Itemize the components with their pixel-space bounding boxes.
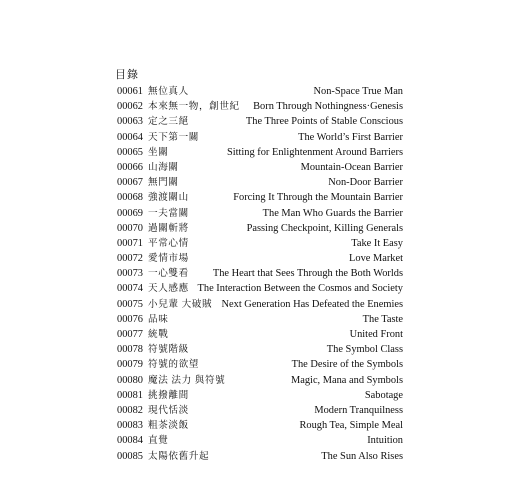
entry-number: 00067 — [117, 177, 143, 189]
entry-english-title: Take It Easy — [351, 237, 403, 249]
entry-chinese-title: 本來無一物，創世紀 — [148, 101, 240, 113]
entry-chinese-title: 天人感應 — [148, 283, 189, 295]
entry-english-title: Magic, Mana and Symbols — [291, 374, 403, 386]
entry-english-title: Non-Space True Man — [313, 86, 403, 97]
entry-number: 00084 — [117, 435, 143, 447]
entry-number: 00081 — [117, 389, 143, 401]
entry-chinese-title: 魔法 法力 與符號 — [148, 374, 226, 386]
toc-entry — [117, 206, 403, 221]
entry-english-title: Next Generation Has Defeated the Enemies — [221, 298, 403, 310]
entry-english-title: Love Market — [349, 253, 403, 265]
entry-english-title: The Symbol Class — [326, 344, 403, 356]
entry-chinese-title: 天下第一關 — [148, 131, 199, 143]
entry-chinese-title: 定之三絕 — [148, 116, 189, 128]
toc-entry — [117, 281, 403, 296]
toc-entry — [117, 342, 403, 357]
entry-chinese-title: 符號的欲望 — [148, 359, 199, 371]
entry-english-title: Modern Tranquilness — [314, 404, 403, 416]
entry-number: 00076 — [117, 313, 143, 325]
entry-number: 00063 — [117, 116, 143, 128]
entry-chinese-title: 統戰 — [148, 329, 169, 340]
entry-number: 00068 — [117, 192, 143, 204]
toc-entry — [117, 221, 403, 236]
entry-english-title: United Front — [349, 329, 403, 340]
entry-english-title: The Sun Also Rises — [321, 450, 403, 462]
entry-chinese-title: 平常心情 — [148, 237, 189, 249]
toc-heading: 目錄 — [115, 69, 139, 81]
toc-entry — [117, 160, 403, 175]
entry-number: 00066 — [117, 161, 143, 173]
entry-number: 00079 — [117, 359, 143, 371]
entry-number: 00062 — [117, 101, 143, 113]
entry-number: 00071 — [117, 237, 143, 249]
entry-english-title: The Desire of the Symbols — [291, 359, 403, 371]
entry-chinese-title: 一夫當關 — [148, 207, 189, 219]
entry-english-title: Forcing It Through the Mountain Barrier — [233, 192, 403, 204]
entry-number: 00074 — [117, 283, 143, 295]
entry-number: 00080 — [117, 374, 143, 386]
entry-chinese-title: 符號階級 — [148, 344, 189, 356]
entry-english-title: Intuition — [367, 435, 403, 447]
entry-chinese-title: 山海關 — [148, 161, 179, 173]
entry-chinese-title: 直覺 — [148, 435, 169, 447]
toc-entry — [117, 145, 403, 160]
entry-english-title: Sitting for Enlightenment Around Barriers — [226, 146, 403, 158]
toc-entry — [117, 433, 403, 448]
toc-entry — [117, 449, 403, 464]
entry-chinese-title: 坐關 — [148, 146, 169, 158]
toc-entry — [117, 236, 403, 251]
toc-entry — [117, 251, 403, 266]
entry-english-title: Born Through Nothingness·Genesis — [253, 101, 403, 113]
toc-entry — [117, 114, 403, 129]
entry-number: 00065 — [117, 146, 143, 158]
toc-entry — [117, 130, 403, 145]
entry-chinese-title: 現代恬淡 — [148, 404, 189, 416]
entry-english-title: The Three Points of Stable Conscious — [245, 116, 403, 128]
entry-english-title: The Man Who Guards the Barrier — [262, 207, 403, 219]
entry-english-title: The World’s First Barrier — [298, 131, 403, 143]
entry-number: 00078 — [117, 344, 143, 356]
entry-number: 00082 — [117, 404, 143, 416]
entry-english-title: The Taste — [362, 313, 403, 325]
toc-entry — [117, 190, 403, 205]
entry-chinese-title: 品味 — [148, 313, 169, 325]
entry-chinese-title: 一心雙看 — [148, 268, 189, 280]
entry-number: 00072 — [117, 253, 143, 265]
toc-entry — [117, 373, 403, 388]
entry-chinese-title: 過關斬將 — [148, 222, 189, 234]
entry-chinese-title: 強渡關山 — [148, 192, 189, 204]
toc-entry — [117, 327, 403, 342]
toc-entry — [117, 297, 403, 312]
toc-entry — [117, 388, 403, 403]
entry-chinese-title: 愛情市場 — [148, 253, 189, 265]
entry-number: 00075 — [117, 298, 143, 310]
toc-entry — [117, 84, 403, 99]
entry-number: 00069 — [117, 207, 143, 219]
toc-entry — [117, 312, 403, 327]
entry-number: 00064 — [117, 131, 143, 143]
entry-number: 00073 — [117, 268, 143, 280]
toc-entry — [117, 175, 403, 190]
entry-chinese-title: 挑撥離間 — [148, 389, 189, 401]
entry-chinese-title: 無門關 — [148, 177, 179, 189]
toc-entry — [117, 403, 403, 418]
entry-number: 00070 — [117, 222, 143, 234]
toc-list — [117, 84, 403, 464]
entry-english-title: Sabotage — [364, 389, 403, 401]
entry-chinese-title: 小兒輩 大破賊 — [148, 298, 213, 310]
toc-entry — [117, 266, 403, 281]
toc-entry — [117, 99, 403, 114]
entry-number: 00083 — [117, 420, 143, 432]
toc-entry — [117, 357, 403, 372]
entry-number: 00061 — [117, 86, 143, 97]
entry-english-title: The Interaction Between the Cosmos and Society — [197, 283, 403, 295]
entry-chinese-title: 粗茶淡飯 — [148, 420, 189, 432]
toc-entry — [117, 418, 403, 433]
entry-english-title: Non-Door Barrier — [328, 177, 403, 189]
entry-english-title: Mountain-Ocean Barrier — [300, 161, 403, 173]
entry-english-title: Passing Checkpoint, Killing Generals — [246, 222, 403, 234]
entry-number: 00085 — [117, 450, 143, 462]
entry-chinese-title: 太陽依舊升起 — [148, 450, 210, 462]
entry-english-title: The Heart that Sees Through the Both Worlds — [212, 268, 403, 280]
entry-chinese-title: 無位真人 — [148, 86, 189, 97]
entry-english-title: Rough Tea, Simple Meal — [299, 420, 403, 432]
entry-number: 00077 — [117, 329, 143, 340]
